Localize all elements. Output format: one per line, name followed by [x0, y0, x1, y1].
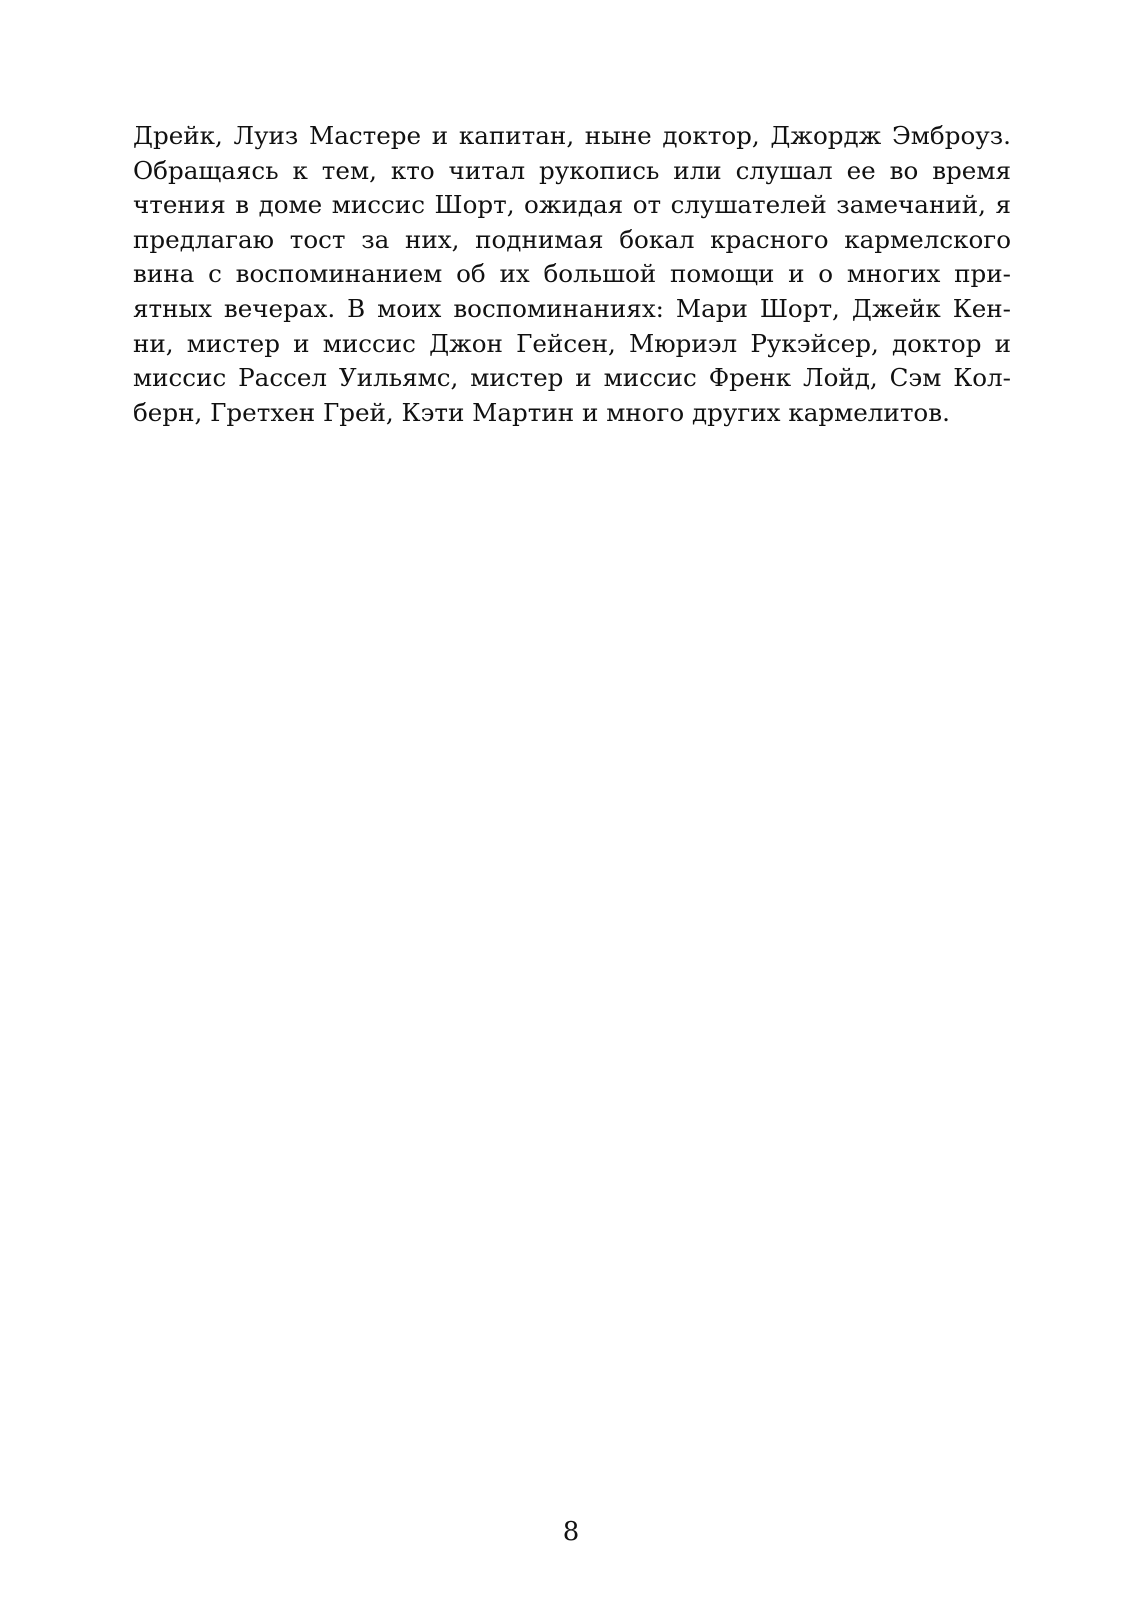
paragraph-line: ни, мистер и миссис Джон Гейсен, Мюриэл Рукэйсер, доктор и — [133, 328, 1011, 358]
paragraph-line: Дрейк, Луиз Мастере и капитан, ныне доктор, Джордж Эмброуз. — [133, 121, 1011, 150]
paragraph-line: Обращаясь к тем, кто читал рукопись или слушал ее во время — [133, 155, 1011, 185]
paragraph-line: вина с воспоминанием об их большой помощи и о многих при- — [133, 259, 1011, 289]
paragraph-line: миссис Рассел Уильямс, мистер и миссис Френк Лойд, Сэм Кол- — [133, 363, 1011, 393]
body-paragraph — [133, 119, 1011, 430]
paragraph-line: берн, Гретхен Грей, Кэти Мартин и много других кармелитов. — [133, 397, 950, 427]
paragraph-line: предлагаю тост за них, поднимая бокал красного кармелского — [133, 224, 1011, 254]
paragraph-line: чтения в доме миссис Шорт, ожидая от слушателей замечаний, я — [133, 190, 1011, 220]
paragraph-line: ятных вечерах. В моих воспоминаниях: Мари Шорт, Джейк Кен- — [133, 293, 1011, 323]
page-number: 8 — [562, 1517, 580, 1547]
